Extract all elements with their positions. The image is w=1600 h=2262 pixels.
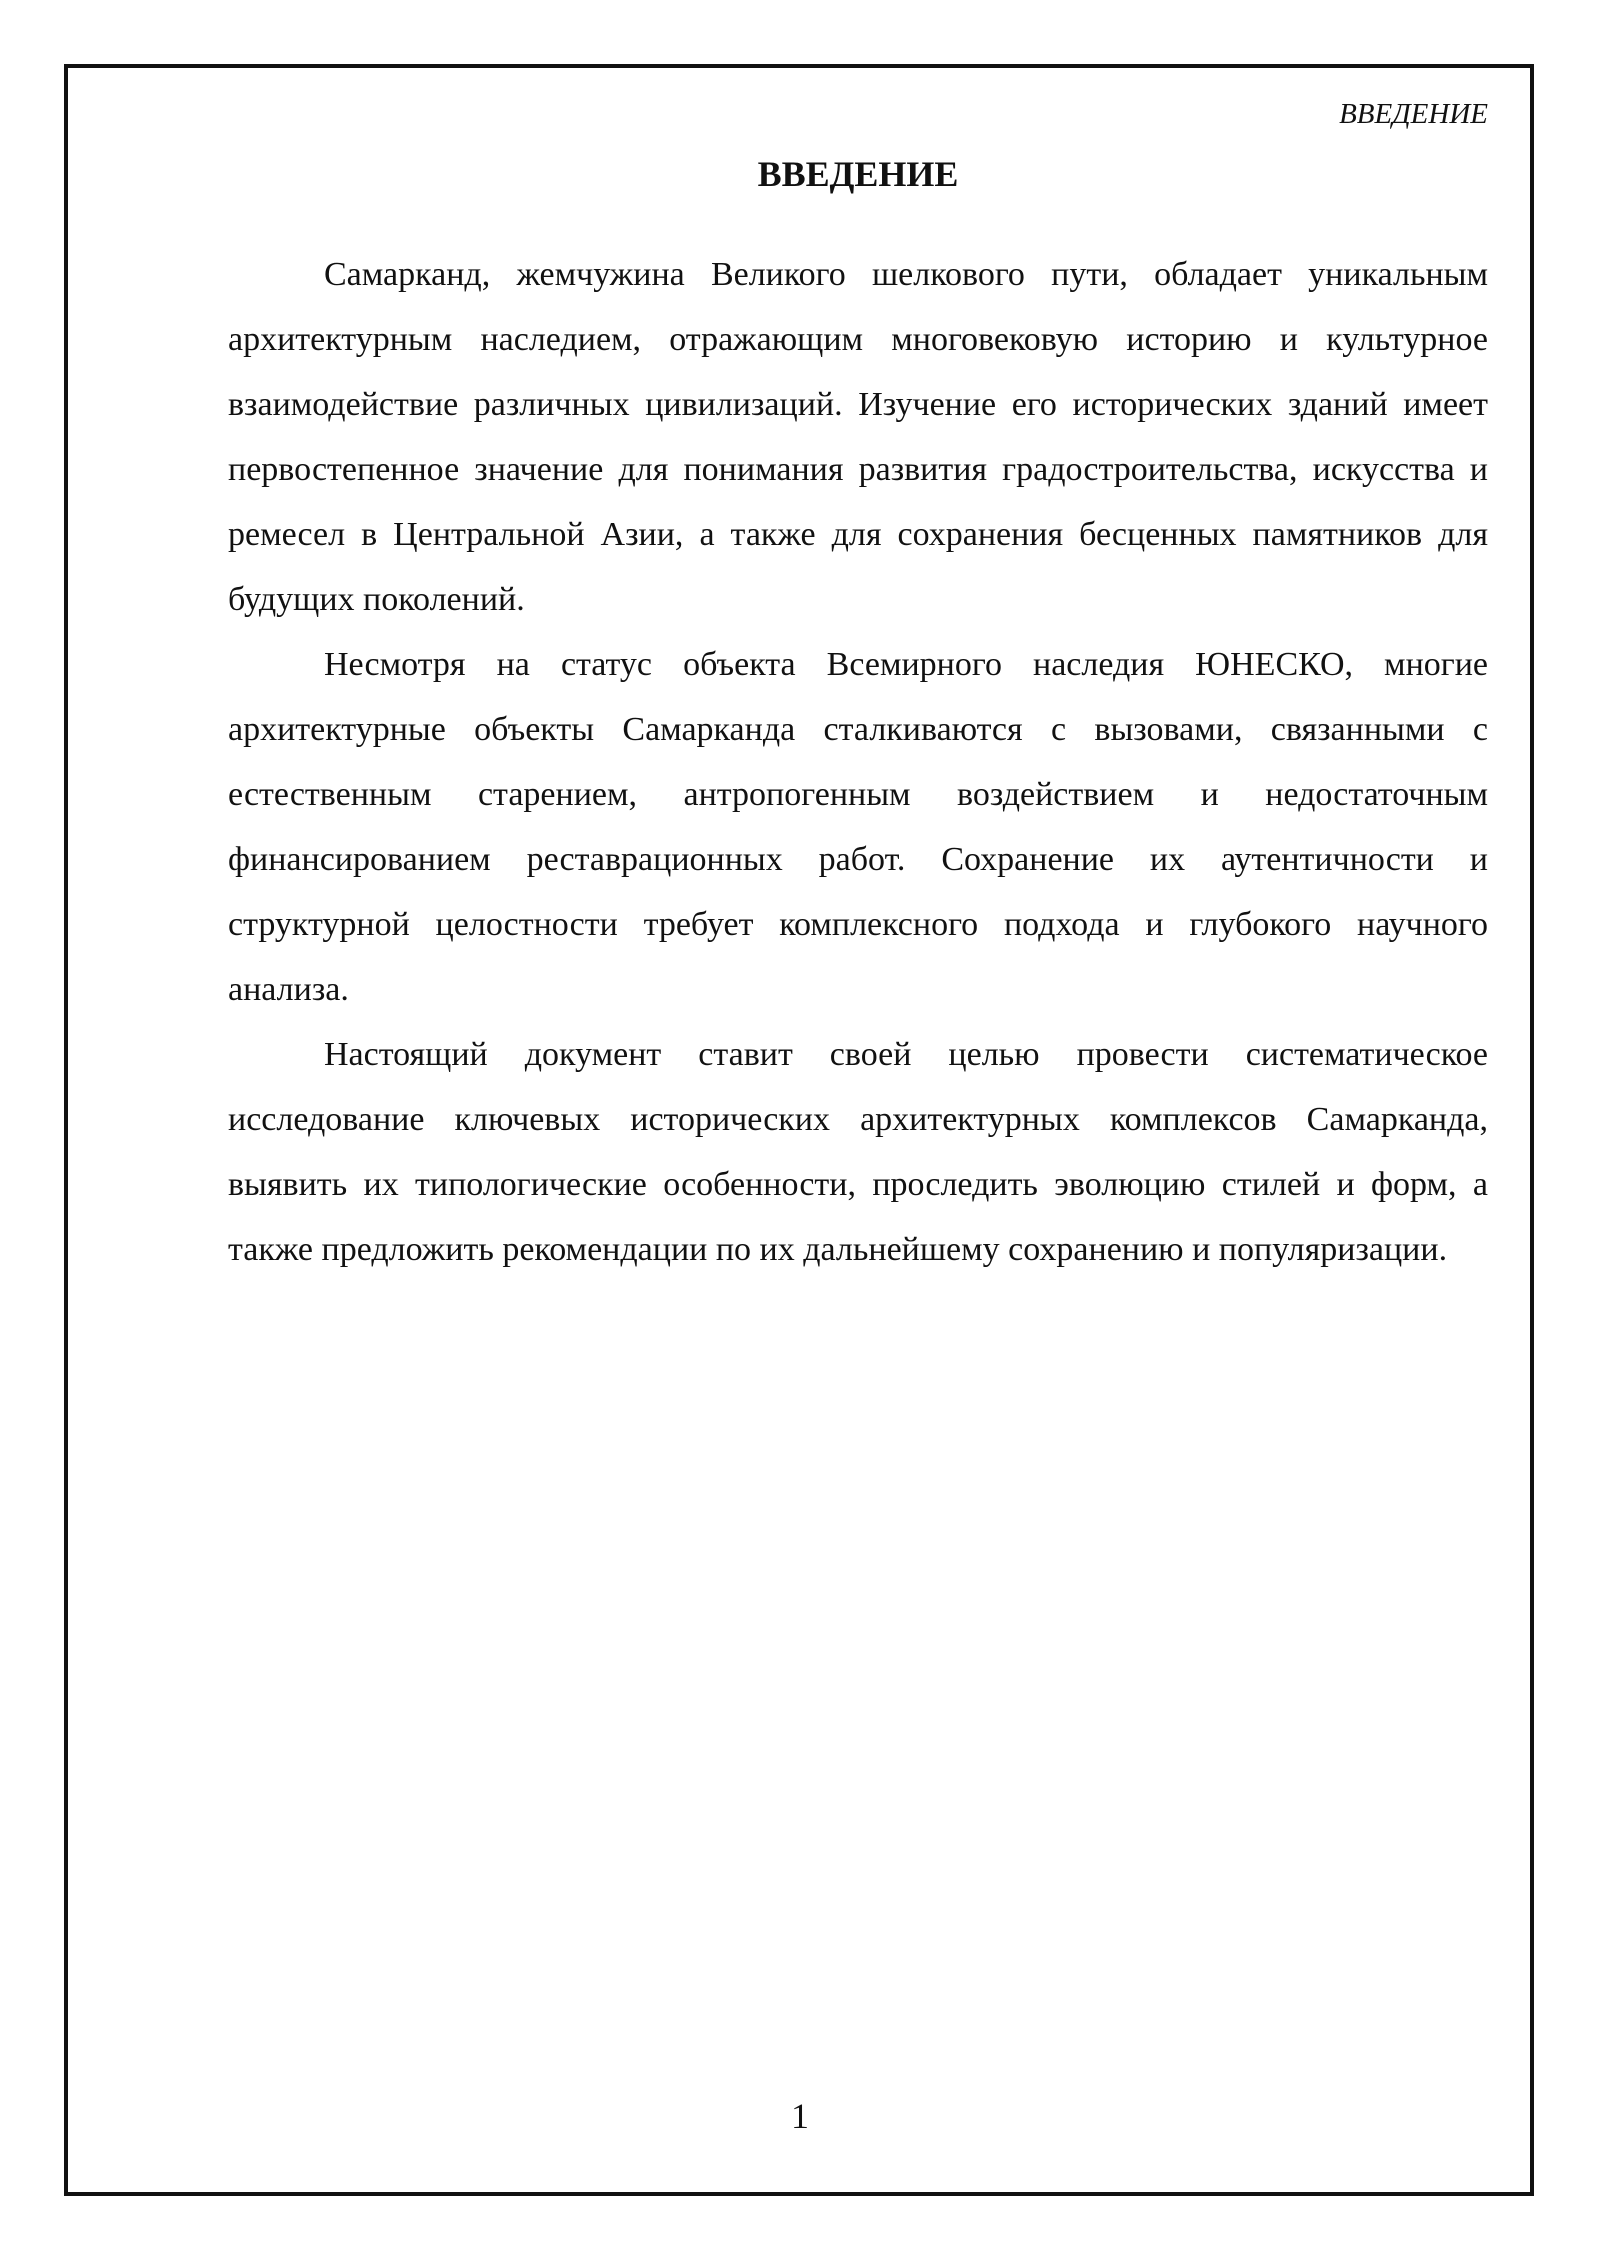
page-title: ВВЕДЕНИЕ: [757, 154, 959, 194]
document-body: [228, 242, 1488, 1282]
paragraph-intro: Самарканд, жемчужина Великого шелкового пути, обладает уникальным архитектурным наследием, отражающим многовековую историю и культурное взаимодействие различных цивилизаций. Изучение его исторических зданий имеет первостепенное значение для понимания развития градостроительства, искусства и ремесел в Центральной Азии, а также для сохранения бесценных памятников для будущих поколений.: [228, 256, 1488, 618]
paragraph-purpose: Настоящий документ ставит своей целью провести систематическое исследование ключевых исторических архитектурных комплексов Самарканда, выявить их типологические особенности, проследить эволюцию стилей и форм, а также предложить рекомендации по их дальнейшему сохранению и популяризации.: [228, 1036, 1488, 1268]
running-header: ВВЕДЕНИЕ: [1339, 98, 1488, 130]
page-number: 1: [791, 2096, 809, 2136]
paragraph-challenges: Несмотря на статус объекта Всемирного наследия ЮНЕСКО, многие архитектурные объекты Самарканда сталкиваются с вызовами, связанными с естественным старением, антропогенным воздействием и недостаточным финансированием реставрационных работ. Сохранение их аутентичности и структурной целостности требует комплексного подхода и глубокого научного анализа.: [228, 646, 1488, 1008]
